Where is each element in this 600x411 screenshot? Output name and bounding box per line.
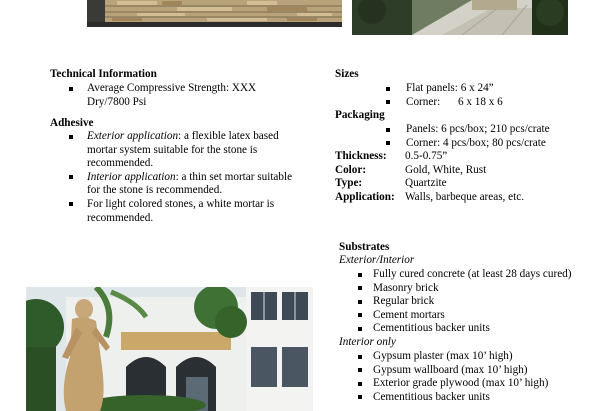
spec-key: Type: (335, 177, 363, 189)
list-item: Average Compressive Strength: XXX Dry/7800 Psi (50, 82, 287, 109)
list-item: Fully cured concrete (at least 28 days cured) (339, 268, 572, 282)
spec-key: Color: (335, 164, 367, 176)
adhesive-heading: Adhesive (50, 117, 94, 129)
substrates-exterior-interior-label: Exterior/Interior (339, 254, 415, 266)
spec-key: Application: (335, 191, 395, 203)
list-item: Cementitious backer units (339, 322, 572, 336)
stone-wall-photo (87, 0, 342, 27)
adhesive-lead: Interior application (87, 170, 176, 183)
sizes-heading: Sizes (335, 68, 359, 80)
list-item (386, 96, 503, 110)
sizes-list (386, 82, 503, 109)
spec-key: Thickness: (335, 150, 387, 162)
technical-heading: Technical Information (50, 68, 157, 80)
packaging-heading: Packaging (335, 109, 385, 121)
substrates-heading: Substrates (339, 241, 390, 253)
adhesive-text: : a thin set mortar suitable for the stone is recommended. (87, 170, 293, 197)
technical-list (50, 82, 300, 109)
spec-value: 0.5-0.75” (405, 150, 448, 162)
list-item: Masonry brick (339, 282, 572, 296)
spec-value: Gold, White, Rust (405, 164, 487, 176)
list-item: Cementitious backer units (339, 391, 548, 405)
list-item: Cement mortars (339, 309, 572, 323)
adhesive-text: : a flexible latex based mortar system suitable for the stone is recommended. (87, 130, 279, 170)
list-item: Corner: 4 pcs/box; 80 pcs/crate (386, 137, 550, 151)
list-item: Regular brick (339, 295, 572, 309)
list-item: Gypsum wallboard (max 10’ high) (339, 364, 548, 378)
size-label: Corner: (406, 95, 441, 108)
substrates-exterior-interior-list (339, 268, 572, 336)
list-item (50, 198, 300, 225)
substrates-interior-only-label: Interior only (339, 336, 396, 348)
adhesive-list (50, 130, 300, 225)
list-item: Exterior grade plywood (max 10’ high) (339, 377, 548, 391)
adhesive-lead: Exterior application (87, 130, 179, 142)
list-item (386, 82, 503, 96)
list-item (50, 171, 300, 198)
adhesive-text: For light colored stones, a white mortar is recommended. (87, 197, 275, 224)
list-item: Panels: 6 pcs/box; 210 pcs/crate (386, 123, 550, 137)
spec-value: Walls, barbeque areas, etc. (405, 191, 524, 203)
size-label: Flat panels: (406, 82, 458, 94)
size-value: 6 x 24” (460, 82, 494, 94)
substrates-interior-only-list (339, 350, 548, 404)
packaging-list (386, 123, 550, 150)
list-item: Gypsum plaster (max 10’ high) (339, 350, 548, 364)
patio-photo (352, 0, 568, 35)
house-statue-photo (26, 287, 313, 411)
spec-value: Quartzite (405, 177, 447, 189)
list-item (50, 130, 300, 171)
size-value: 6 x 18 x 6 (458, 95, 503, 108)
